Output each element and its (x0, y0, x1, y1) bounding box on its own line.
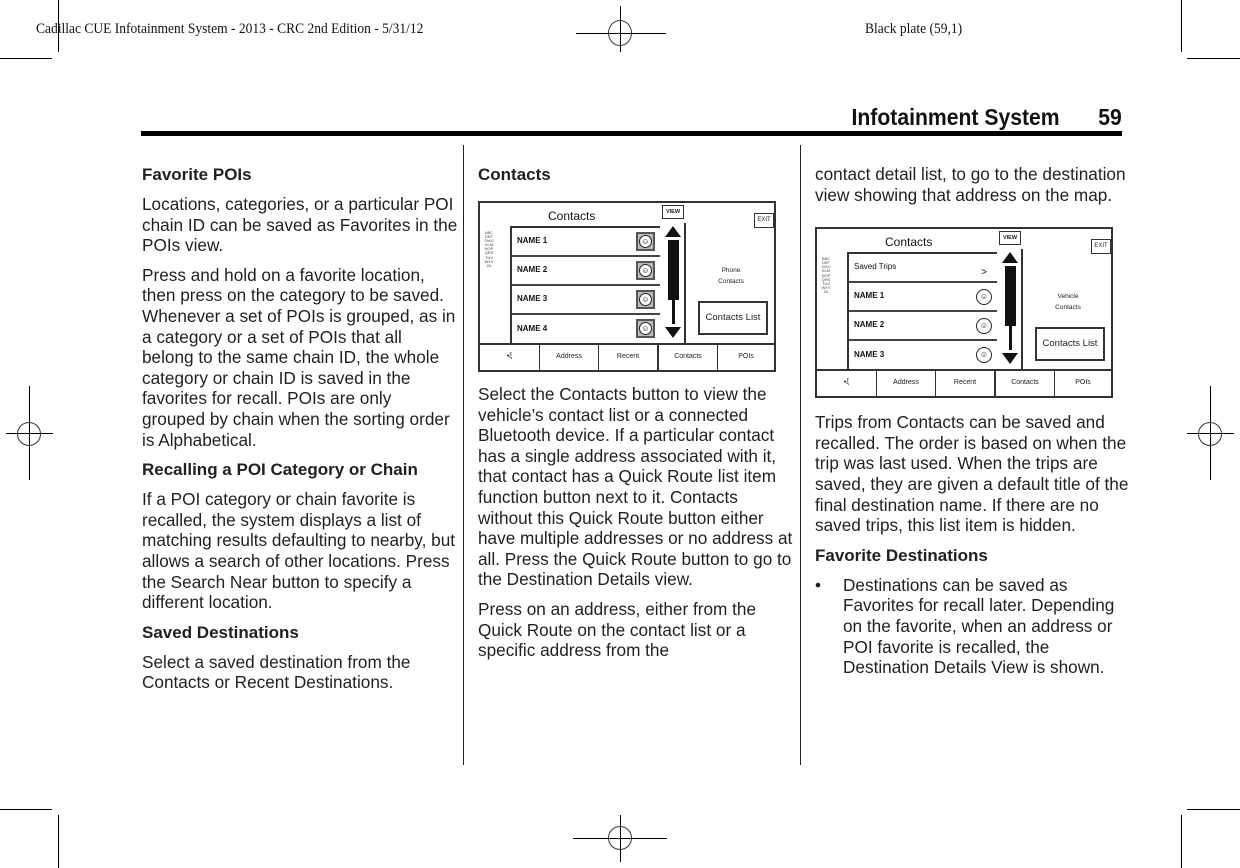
paragraph: Select the Contacts button to view the vehicle’s contact list or a connected Bluetooth device. If a particular contact has a single address associated with it, that contact has a Quick Route list item function button next to it. Contacts without this Quick Route button either have multiple addresses or no address at all. Press the Quick Route button to go to the Destination Details view. (478, 384, 793, 590)
source-line-2: Contacts (1055, 304, 1081, 312)
scroll-up-arrow-icon[interactable] (1002, 252, 1018, 263)
source-line-1: Vehicle (1057, 293, 1079, 301)
crop-mark-bl-v (58, 815, 59, 868)
person-icon[interactable]: ☺ (976, 347, 992, 363)
heading-favorite-destinations: Favorite Destinations (815, 545, 988, 565)
tab-recent[interactable]: Recent (599, 345, 659, 370)
crop-mark-bl-h (0, 809, 52, 810)
exit-button[interactable]: EXIT (1091, 239, 1111, 254)
column-divider-1 (463, 145, 464, 765)
chevron-right-icon: > (981, 267, 987, 279)
quick-route-button[interactable] (636, 290, 655, 309)
contacts-list-button[interactable]: Contacts List (1035, 327, 1105, 361)
view-button[interactable]: VIEW (662, 205, 684, 219)
scrollbar[interactable] (999, 249, 1023, 369)
person-icon: ☺ (639, 322, 652, 335)
source-line-1: Phone (721, 267, 741, 274)
screen-title: Contacts (885, 235, 933, 250)
contact-source-label (1025, 291, 1111, 313)
heading-contacts: Contacts (478, 165, 551, 184)
column-divider-2 (800, 145, 801, 765)
bottom-tab-bar (817, 369, 1111, 396)
column-2 (478, 164, 794, 670)
contact-row[interactable] (849, 283, 997, 312)
contacts-list-button[interactable]: Contacts List (698, 301, 768, 335)
contact-list (847, 252, 997, 369)
header-rule (141, 131, 1122, 136)
scroll-track (1009, 326, 1012, 350)
crop-mark-tr-h (1187, 58, 1240, 59)
paragraph: Select a saved destination from the Contacts or Recent Destinations. (142, 651, 411, 693)
person-icon[interactable]: ☺ (976, 318, 992, 334)
contact-row[interactable] (849, 341, 997, 370)
contact-row[interactable] (512, 257, 660, 286)
view-button[interactable]: VIEW (999, 231, 1021, 245)
alphabet-index[interactable]: ABCDEFGHIJKLMNOPQRSTUVWXYZ# (821, 256, 831, 294)
heading-saved-destinations: Saved Destinations (142, 622, 299, 642)
quick-route-button[interactable] (636, 319, 655, 338)
source-line-2: Contacts (718, 278, 744, 285)
tab-pois[interactable]: POIs (738, 353, 754, 361)
contact-name: NAME 1 (854, 291, 885, 301)
bullet-text: Destinations can be saved as Favorites for recall later. Depending on the favorite, when an address or POI favorite is recalled, the Destination Details View is shown. (843, 574, 1115, 678)
voice-icon[interactable]: •ξ (480, 345, 540, 370)
quick-route-button[interactable] (636, 261, 655, 280)
alphabet-index[interactable]: ABCDEFGHIJKLMNOPQRSTUVWXYZ# (484, 230, 494, 268)
saved-trips-row[interactable] (849, 254, 997, 283)
scroll-thumb[interactable] (668, 240, 679, 300)
bullet-icon: • (815, 574, 822, 595)
person-icon: ☺ (639, 293, 652, 306)
heading-favorite-pois: Favorite POIs (142, 165, 252, 184)
running-head (852, 104, 1122, 131)
contact-row[interactable] (512, 228, 660, 257)
scroll-thumb[interactable] (1005, 266, 1016, 326)
scroll-track (672, 300, 675, 324)
contact-name: NAME 4 (517, 324, 548, 334)
scroll-down-arrow-icon[interactable] (1002, 353, 1018, 364)
contact-source-label (688, 265, 774, 287)
column-3 (815, 164, 1131, 678)
crop-mark-br-h (1187, 809, 1240, 810)
contact-name: NAME 1 (517, 236, 548, 246)
page-number: 59 (1098, 104, 1122, 130)
tab-contacts[interactable]: Contacts (996, 371, 1055, 396)
contact-row[interactable] (849, 312, 997, 341)
crop-mark-br-v (1181, 815, 1182, 868)
contacts-screen-figure-phone (478, 201, 776, 372)
print-slug-left: Cadillac CUE Infotainment System - 2013 - CRC 2nd Edition - 5/31/12 (36, 21, 424, 37)
person-icon[interactable]: ☺ (976, 289, 992, 305)
quick-route-button[interactable] (636, 232, 655, 251)
exit-button[interactable]: EXIT (754, 213, 774, 228)
tab-address[interactable]: Address (877, 371, 936, 396)
saved-trips-label: Saved Trips (854, 262, 897, 272)
print-slug-right: Black plate (59,1) (865, 21, 963, 37)
voice-icon[interactable]: •ξ (817, 371, 877, 396)
contact-name: NAME 2 (517, 265, 548, 275)
paragraph: Press and hold on a favorite location, then press on the category to be saved. Whenever a set of POIs is grouped, as in a category or a set of POIs that all belong to the same chain ID, the whole category or chain ID is saved in the favorites for recall. POIs are only grouped by chain when the sorting order is Alphabetical. (142, 264, 456, 450)
contact-name: NAME 2 (854, 320, 885, 330)
contact-row[interactable] (512, 286, 660, 315)
scroll-down-arrow-icon[interactable] (665, 327, 681, 338)
paragraph: Press on an address, either from the Quick Route on the contact list or a specific address from the (478, 598, 757, 661)
paragraph: Trips from Contacts can be saved and recalled. The order is based on when the trip was last used. When the trips are saved, they are given a default title of the final destination name. If there are no saved trips, this list item is hidden. (815, 412, 1129, 536)
screen-title: Contacts (548, 209, 596, 223)
paragraph: If a POI category or chain favorite is recalled, the system displays a list of matching results defaulting to nearby, but allows a search of other locations. Press the Search Near button to specify a different location. (142, 489, 456, 613)
crop-mark-tl-h (0, 58, 52, 59)
tab-recent[interactable]: Recent (936, 371, 996, 396)
section-title: Infotainment System (851, 104, 1060, 130)
tab-contacts[interactable]: Contacts (659, 345, 718, 370)
contact-name: NAME 3 (854, 350, 885, 360)
bottom-tab-bar (480, 343, 774, 370)
paragraph: contact detail list, to go to the destination view showing that address on the map. (815, 164, 1126, 205)
contact-row[interactable] (512, 315, 660, 344)
heading-recalling-poi: Recalling a POI Category or Chain (142, 460, 418, 480)
person-icon: ☺ (639, 264, 652, 277)
contact-name: NAME 3 (517, 294, 548, 304)
person-icon: ☺ (639, 235, 652, 248)
bullet-item (815, 575, 1131, 678)
scroll-up-arrow-icon[interactable] (665, 226, 681, 237)
column-1 (142, 164, 458, 702)
contacts-screen-figure-vehicle (815, 227, 1113, 398)
contact-list (510, 226, 660, 343)
scrollbar[interactable] (662, 223, 686, 343)
tab-pois[interactable]: POIs (1075, 379, 1091, 387)
crop-mark-tr-v (1181, 0, 1182, 52)
tab-address[interactable]: Address (540, 345, 599, 370)
paragraph: Locations, categories, or a particular POI chain ID can be saved as Favorites in the POIs view. (142, 194, 458, 256)
